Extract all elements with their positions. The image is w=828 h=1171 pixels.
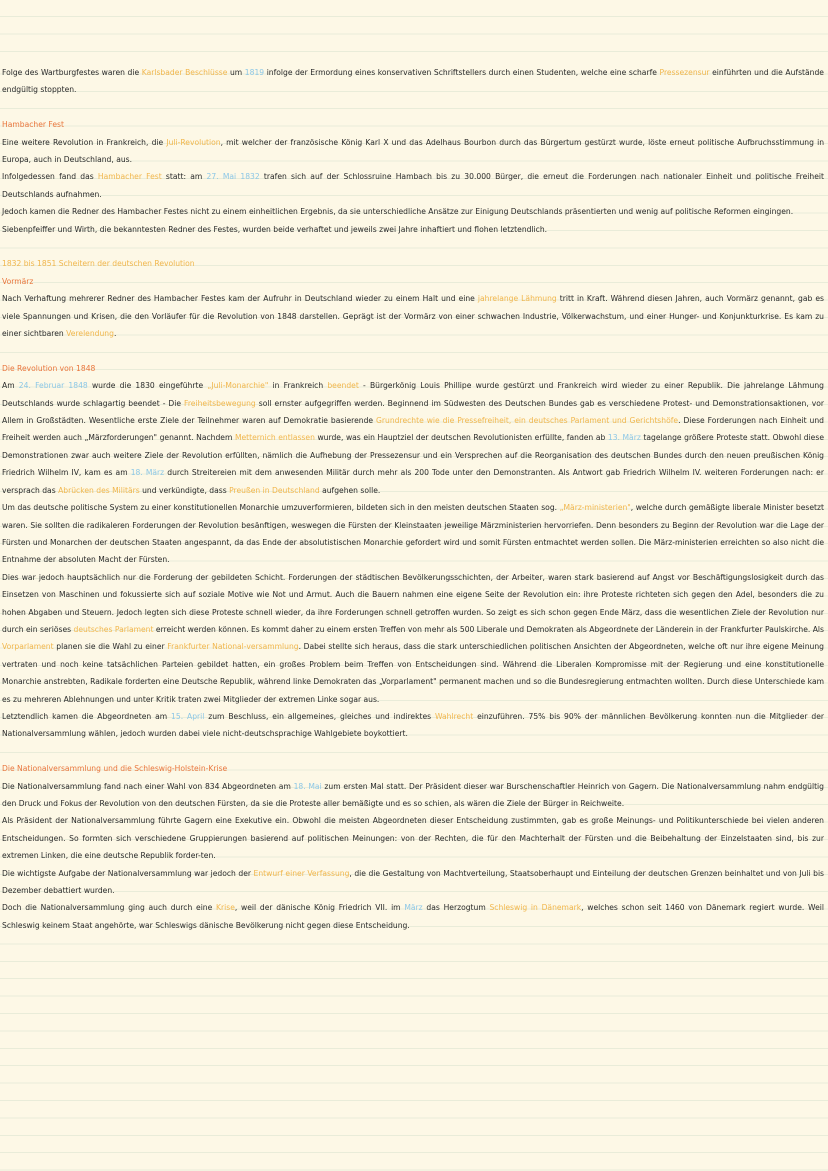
text-run: , weil der dänische König Friedrich VII. im [234,903,405,913]
term-highlight: Abrücken des Militärs [58,485,140,495]
text-run: , welches schon seit 1460 von Dänemark regiert wurde. Weil Schleswig keinem Staat angehörte, war Schleswigs dänische Bevölkerung nicht gegen diese Entscheidung. [2,903,824,930]
paragraph [2,499,824,569]
paragraph [2,708,824,743]
date-highlight: 15. April [171,711,205,721]
term-highlight: deutsches Parlament [73,624,154,634]
text-run: planen sie die Wahl zu einer [53,642,168,652]
text-run: wurde die 1830 eingeführte [87,381,208,391]
text-run: Die Nationalversammlung fand nach einer Wahl von 834 Abgeordneten am [2,781,294,791]
text-run: Jedoch kamen die Redner des Hambacher Festes nicht zu einem einheitlichen Ergebnis, da sie unterschiedliche Ansätze zur Einigung Deutschlands präsentierten und wenig auf politische Reformen eingingen. [2,207,794,217]
text-run: . Diese Forderungen nach Einheit und Freiheit werden auch „Märzforderungen" genannt. Nachdem [2,416,824,443]
text-run: infolge der Ermordung eines konservativen Schriftstellers durch einen Studenten, welche eine scharfe [264,68,660,77]
text-run: soll ernster aufgegriffen werden. Beginnend im Südwesten des Deutschen Bundes gab es verschiedene Protest- und Demonstrationsaktionen, vor Allem in Großstädten. Wesentliche erste Ziele der Teilnehmer waren auf Demokratie basierende [2,398,824,426]
text-run: erreicht werden können. Es kommt daher zu einem ersten Treffen von mehr als 500 Liberale und Demokraten als Abgeordnete der Länderein in der Frankfurter Paulskirche. Als [153,624,824,634]
text-run: , mit welcher der französische König Karl X und das Adelhaus Bourbon durch das Bürgertum gestürzt wurde, löste erneut politische Aufbruchsstimmung in Europa, auch in Deutschland, aus. [2,137,825,165]
text-run: in Frankreich [268,381,328,391]
term-highlight: Grundrechte wie die Pressefreiheit, ein deutsches Parlament und Gerichtshöfe [376,416,679,426]
text-run: Infolgedessen fand das [2,172,98,182]
paragraph [2,812,824,864]
term-highlight: Vorparlament [2,642,54,652]
text-run: Folge des Wartburgfestes waren die [2,68,142,77]
section-heading-revolution-1848: Die Revolution von 1848 [2,363,96,373]
date-highlight: 1819 [244,68,265,77]
text-run: einführten und die Aufstände endgültig stoppten. [2,68,824,95]
paragraph [2,865,824,900]
text-run: statt: am [161,172,207,182]
paragraph [2,168,824,203]
section-heading-vormaerz: Vormärz [2,276,34,286]
date-highlight: März [404,903,423,913]
date-highlight: 13. März [607,433,641,443]
text-run: und verkündigte, dass [139,485,230,495]
term-highlight: Entwurf einer Verfassung [253,868,350,878]
section-heading-hambacher-fest: Hambacher Fest [2,120,64,130]
text-run: Letztendlich kamen die Abgeordneten am [2,711,172,721]
text-run: zum Beschluss, ein allgemeines, gleiches und indirektes [204,711,435,721]
term-highlight: Freiheitsbewegung [184,398,256,408]
text-run: Siebenpfeiffer und Wirth, die bekanntesten Redner des Festes, wurden beide verhaftet und jeweils zwei Jahre inhaftiert und flohen letztendlich. [2,224,548,234]
text-run: Am [2,381,19,391]
term-highlight: Verelendung [66,329,114,339]
date-highlight: 18. Mai [293,781,322,791]
paragraph [2,290,824,342]
text-run: Als Präsident der Nationalversammlung führte Gagern eine Exekutive ein. Obwohl die meisten Abgeordneten dieser Entscheidung zustimmten, gab es große Meinungs- und Politikunterschiede bei vielen anderen Entscheidungen. So formten sich verschiedene Gruppierungen basierend auf politischen Meinungen: von der Rechten, die für den Machterhalt der Fürsten und die Beibehaltung der Einzelstaaten sind, bis zur extremen Linken, die eine deutsche Republik forder-ten. [2,816,824,861]
text-run: zum ersten Mal statt. Der Präsident dieser war Burschenschaftler Heinrich von Gagern. Die Nationalversammlung nahm endgültig den Druck und Fokus der Revolution von den deutschen Fürsten, da sie die Proteste aller bemäßigte und es so schien, als wären die Ziele der Bürger in Reichweite. [2,781,824,808]
term-highlight: „März-ministerien" [559,503,631,513]
paragraph [2,569,824,708]
text-run: das Herzogtum [422,903,490,913]
term-highlight: jahrelange Lähmung [477,294,557,304]
term-highlight: Karlsbader Beschlüsse [141,68,228,77]
text-run: Doch die Nationalversammlung ging auch durch eine [2,903,217,913]
document-body [2,64,824,934]
text-run: Eine weitere Revolution in Frankreich, die [2,137,167,147]
paragraph [2,778,824,813]
paragraph [2,899,824,934]
term-highlight: Schleswig in Dänemark [489,903,582,913]
term-highlight: Metternich entlassen [234,433,315,443]
paragraph [2,221,824,238]
term-highlight: Pressezensur [659,68,710,77]
text-run: trafen sich auf der Schlossruine Hambach bis zu 30.000 Bürger, die erneut die Forderungen nach nationaler Einheit und politische Freiheit Deutschlands aufnahmen. [2,172,824,199]
text-run: , die die Gestaltung von Machtverteilung, Staatsoberhaupt und Einteilung der deutschen Grenzen beinhaltet und von Juli bis Dezember debattiert wurden. [2,868,825,896]
term-highlight: beendet [327,381,359,391]
term-highlight: Hambacher Fest [97,172,162,182]
section-subheading-scheitern: 1832 bis 1851 Scheitern der deutschen Revolution [2,259,195,269]
text-run: - Bürgerkönig Louis Phillipe wurde gestürzt und Frankreich wird wieder zu einer Republik. Die jahrelange Lähmung Deutschlands wurde schlagartig beendet - Die [2,381,824,408]
section-heading-nationalversammlung: Die Nationalversammlung und die Schleswig-Holstein-Krise [2,764,228,774]
text-run: tritt in Kraft. Während diesen Jahren, auch Vormärz genannt, gab es viele Spannungen und Krisen, die den Vorläufer für die Revolution von 1848 darstellen. Geprägt ist der Vormärz von einer schwachen Industrie, Völkerwachstum, und einer Hunger- und Konjunkturkrise. Es kam zu einer sichtbaren [2,294,824,339]
text-run: Die wichtigste Aufgabe der Nationalversammlung war jedoch der [2,868,254,878]
term-highlight: Frankfurter National-versammlung [167,642,299,652]
text-run: . [113,329,117,339]
term-highlight: Preußen in Deutschland [229,485,320,495]
intro-paragraph [2,64,824,99]
text-run: aufgehen solle. [319,485,381,495]
date-highlight: 18. März [130,468,165,478]
date-highlight: 27. Mai 1832 [206,172,260,182]
date-highlight: 24. Februar 1848 [18,381,88,391]
text-run: Dies war jedoch hauptsächlich nur die Forderung der gebildeten Schicht. Forderungen der städtischen Bevölkerungsschichten, der Arbeiter, waren stark basierend auf Angst vor Beschäftigungslosigkeit durch das Einsetzen von Maschinen und fokussierte sich auf soziale Motive wie Not und Armut. Auch die Bauern nahmen eine eigene Seite der Revolution ein: ihre Proteste richteten sich gegen den Adel, besonders die zu hohen Abgaben und Steuern. Jedoch legten sich diese Proteste schnell wieder, da ihre Forderungen schnell getroffen wurden. So zeigt es sich schon gegen Ende März, dass die wesentlichen Ziele der Revolution nur durch ein seriöses [2,572,824,634]
text-run: , welche durch gemäßigte liberale Minister besetzt waren. Sie sollten die radikaleren Forderungen der Revolution besänftigen, weswegen die Fürsten der Kleinstaaten jeweilige Märzministerien hervorriefen. Denn besonders zu Beginn der Revolution war die Lage der Fürsten und Monarchen der deutschen Staaten angespannt, da das Ende der absolutistischen Monarchie gefordert wird und somit Fürsten entmachtet werden sollen. Die März-ministerien erreichten so also nicht die Entnahme der absoluten Macht der Fürsten. [2,503,824,565]
text-run: einzuführen. 75% bis 90% der männlichen Bevölkerung konnten nun die Mitglieder der Nationalversammlung wählen, jedoch wurden dabei viele nicht-deutschsprachige Wahlgebiete boykottiert. [2,711,824,739]
term-highlight: Juli-Revolution [166,137,221,147]
text-run: wurde, was ein Hauptziel der deutschen Revolutionisten erfüllte, fanden ab [314,433,608,443]
text-run: Um das deutsche politische System zu einer konstitutionellen Monarchie umzuverformieren, bildeten sich in den meisten deutschen Staaten sog. [2,503,560,513]
text-run: tagelange größere Proteste statt. Obwohl diese Demonstrationen zwar auch weitere Ziele der Revolution erfüllten, nämlich die Aufhebung der Pressezensur und ein Versprechen auf die Reorganisation des deutschen Bundes durch den neuen preußischen König Friedrich Wilhelm IV, kam es am [2,433,824,478]
term-highlight: Krise [216,903,235,913]
text-run: Nach Verhaftung mehrerer Redner des Hambacher Festes kam der Aufruhr in Deutschland wieder zu einem Halt und eine [2,294,478,304]
paragraph [2,134,824,169]
paragraph [2,377,824,499]
term-highlight: Wahlrecht [434,711,474,721]
text-run: um [227,68,245,77]
text-run: durch Streitereien mit dem anwesenden Militär durch mehr als 200 Tode unter den Demonstranten. Als Antwort gab Friedrich Wilhelm IV. weiteren Forderungen nach: er versprach das [2,468,824,495]
term-highlight: „Juli-Monarchie" [207,381,269,391]
paragraph [2,203,824,220]
text-run: . Dabei stellte sich heraus, dass die stark unterschiedlichen politischen Ansichten der Abgeordneten, welche oft nur ihre eigene Meinung vertraten und noch keine tatsächlichen Parteien gebildet hatten, ein großes Problem beim Treffen von Entscheidungen sind. Während die Liberalen Kompromisse mit der Regierung und eine konstitutionelle Monarchie anstrebten, Radikale forderten eine Deutsche Republik, während linke Demokraten das „Vorparlament" permanent machen und so die Bundesregierung entmachten wollten. Durch diese Unterschiede kam es zu mehreren Ablehnungen und unter Kritik traten zwei Mitglieder der extremen Linke sogar aus. [2,642,824,704]
